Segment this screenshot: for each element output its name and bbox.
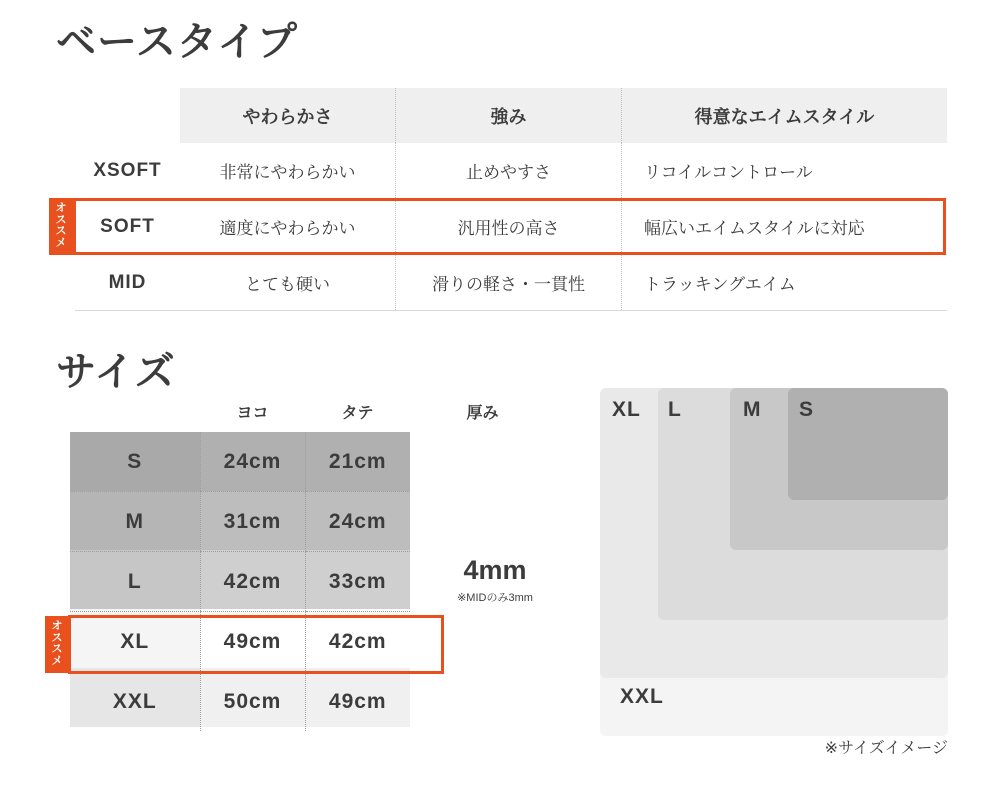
basetype-table bbox=[75, 88, 947, 311]
size-rect-label-xl: XL bbox=[612, 398, 641, 421]
size-header-height: タテ bbox=[341, 405, 374, 422]
basetype-mid-strength: 滑りの軽さ・一貫性 bbox=[396, 255, 622, 311]
size-comparison-diagram bbox=[600, 388, 948, 736]
table-row bbox=[75, 143, 947, 199]
size-xxl-width: 50cm bbox=[200, 672, 305, 732]
basetype-row-label-xsoft: XSOFT bbox=[75, 143, 180, 199]
basetype-header-blank bbox=[75, 88, 180, 143]
size-row-label-xl: XL bbox=[70, 612, 200, 672]
size-xl-height: 42cm bbox=[305, 612, 410, 672]
basetype-xsoft-aimstyle: リコイルコントロール bbox=[622, 143, 948, 199]
size-header-thickness: 厚み bbox=[466, 405, 499, 422]
size-row-label-m: M bbox=[70, 492, 200, 552]
size-m-height: 24cm bbox=[305, 492, 410, 552]
size-m-width: 31cm bbox=[200, 492, 305, 552]
basetype-header-softness: やわらかさ bbox=[180, 88, 396, 143]
basetype-row-label-mid: MID bbox=[75, 255, 180, 311]
basetype-mid-softness: とても硬い bbox=[180, 255, 396, 311]
basetype-header-aimstyle: 得意なエイムスタイル bbox=[622, 88, 948, 143]
size-header-width: ヨコ bbox=[236, 405, 269, 422]
size-thickness-value-box bbox=[435, 432, 555, 727]
size-row-label-l: L bbox=[70, 552, 200, 612]
basetype-soft-softness: 適度にやわらかい bbox=[180, 199, 396, 255]
recommended-badge-xl: オススメ bbox=[45, 616, 69, 673]
table-row bbox=[75, 255, 947, 311]
basetype-mid-aimstyle: トラッキングエイム bbox=[622, 255, 948, 311]
size-rect-label-s: S bbox=[799, 398, 815, 421]
size-image-caption: ※サイズイメージ bbox=[824, 740, 948, 757]
basetype-soft-strength: 汎用性の高さ bbox=[396, 199, 622, 255]
size-xl-width: 49cm bbox=[200, 612, 305, 672]
size-row-label-s: S bbox=[70, 432, 200, 492]
size-xxl-height: 49cm bbox=[305, 672, 410, 732]
size-rect-label-l: L bbox=[668, 398, 682, 421]
page-title-size: サイズ bbox=[56, 350, 176, 394]
basetype-soft-aimstyle: 幅広いエイムスタイルに対応 bbox=[622, 199, 948, 255]
thickness-value: 4mm bbox=[463, 554, 527, 585]
size-s-width: 24cm bbox=[200, 432, 305, 492]
basetype-row-label-soft: SOFT bbox=[75, 199, 180, 255]
size-l-width: 42cm bbox=[200, 552, 305, 612]
table-header-row bbox=[75, 88, 947, 143]
size-rect-label-xxl: XXL bbox=[620, 685, 664, 708]
basetype-xsoft-strength: 止めやすさ bbox=[396, 143, 622, 199]
size-rect-label-m: M bbox=[743, 398, 762, 421]
size-s-height: 21cm bbox=[305, 432, 410, 492]
size-l-height: 33cm bbox=[305, 552, 410, 612]
thickness-note: ※MIDのみ3mm bbox=[457, 591, 533, 604]
basetype-xsoft-softness: 非常にやわらかい bbox=[180, 143, 396, 199]
recommended-badge-soft: オススメ bbox=[49, 198, 73, 255]
table-row bbox=[75, 199, 947, 255]
page-title-basetype: ベースタイプ bbox=[56, 20, 298, 64]
size-row-label-xxl: XXL bbox=[112, 689, 157, 713]
basetype-header-strength: 強み bbox=[396, 88, 622, 143]
